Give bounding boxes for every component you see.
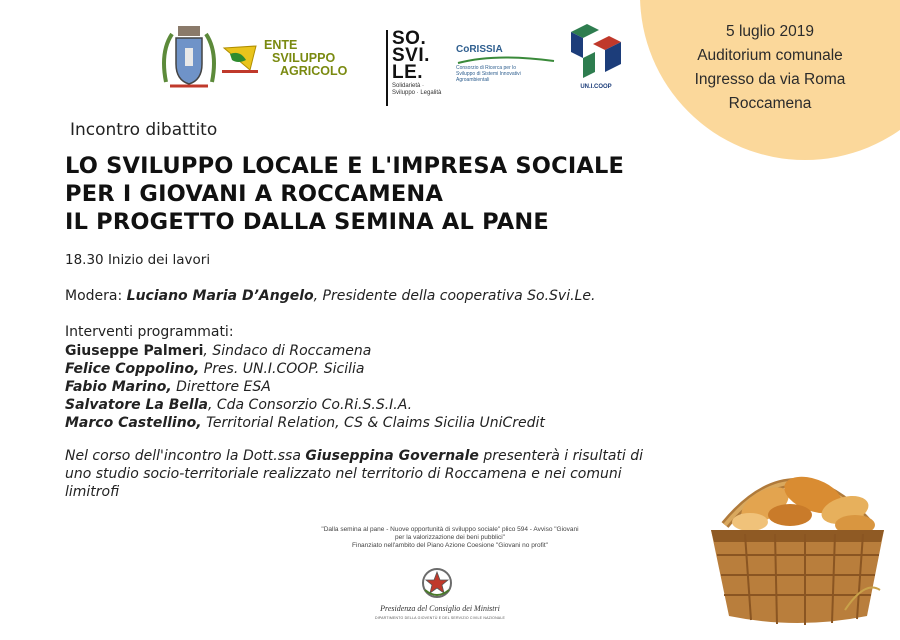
event-town: Roccamena xyxy=(728,95,812,112)
sosvile-word: SO. SVI. LE. xyxy=(392,28,430,83)
sosvile-logo xyxy=(386,30,454,106)
closing-paragraph xyxy=(65,447,665,501)
speaker-role: Territorial Relation, CS & Claims Sicilia UniCredit xyxy=(201,415,545,431)
corissia-name: CoRISSIA xyxy=(456,44,503,55)
speaker-role: , Sindaco di Roccamena xyxy=(203,343,372,359)
closing-prefix: Nel corso dell'incontro la Dott.ssa xyxy=(65,448,306,464)
speaker-name: Fabio Marino, xyxy=(65,379,172,395)
speaker-name: Felice Coppolino, xyxy=(65,361,200,377)
speaker-row xyxy=(65,360,545,378)
closing-suffix: presenterà i risultati di uno studio socio-territoriale realizzato nel territorio di Roccamena e nei comuni limitrofi xyxy=(65,448,644,500)
speaker-name: Giuseppe Palmeri xyxy=(65,343,204,359)
government-name: Presidenza del Consiglio dei Ministri xyxy=(380,604,500,613)
credits-line-2: per la valorizzazione dei beni pubblici" xyxy=(395,534,505,541)
start-time: 18.30 Inizio dei lavori xyxy=(65,252,211,268)
event-info xyxy=(655,20,885,116)
corissia-swoosh-icon xyxy=(456,55,556,65)
headline-line-1: LO SVILUPPO LOCALE E L'IMPRESA SOCIALE xyxy=(65,153,625,179)
sosvile-tagline: Solidarietà · Sviluppo · Legalità xyxy=(392,83,442,96)
speaker-row xyxy=(65,378,545,396)
event-venue: Auditorium comunale xyxy=(697,47,843,64)
moderator-name: Luciano Maria D’Angelo xyxy=(126,288,314,304)
speaker-role: Direttore ESA xyxy=(171,379,271,395)
esa-logo xyxy=(220,38,380,78)
speaker-name: Marco Castellino, xyxy=(65,415,202,431)
moderator-role: , Presidente della cooperativa So.Svi.Le. xyxy=(313,288,596,304)
moderator xyxy=(65,288,595,304)
corissia-logo xyxy=(456,44,564,96)
event-date: 5 luglio 2019 xyxy=(726,23,814,40)
headline-line-3: IL PROGETTO DALLA SEMINA AL PANE xyxy=(65,209,549,235)
speaker-role: Pres. UN.I.COOP. Sicilia xyxy=(199,361,365,377)
speakers-list xyxy=(65,342,545,432)
unicoop-logo xyxy=(565,22,627,90)
speaker-role: , Cda Consorzio Co.Ri.S.S.I.A. xyxy=(207,397,413,413)
speaker-row xyxy=(65,396,545,414)
headline xyxy=(65,152,624,236)
government-department: DIPARTIMENTO DELLA GIOVENTÙ E DEL SERVIZIO CIVILE NAZIONALE xyxy=(374,616,506,620)
cube-logo-icon xyxy=(565,22,627,80)
unicoop-label: UN.I.COOP xyxy=(580,84,612,90)
speaker-row xyxy=(65,342,545,360)
funding-credits xyxy=(230,526,670,550)
speaker-row xyxy=(65,414,545,432)
speaker-name: Salvatore La Bella xyxy=(65,397,208,413)
speakers-heading: Interventi programmati: xyxy=(65,324,234,340)
esa-line2: SVILUPPO xyxy=(272,50,336,65)
coat-of-arms-icon xyxy=(158,22,220,94)
esa-line1: ENTE xyxy=(264,37,298,52)
event-type: Incontro dibattito xyxy=(70,120,218,140)
bread-basket-icon xyxy=(695,430,900,636)
credits-line-1: "Dalla semina al pane - Nuove opportunità di sviluppo sociale" plico 594 - Avviso "Giovani xyxy=(321,526,579,533)
corissia-tagline: Consorzio di Ricerca per lo Sviluppo di Sistemi Innovativi Agroambientali xyxy=(456,65,521,83)
event-entrance: Ingresso da via Roma xyxy=(694,71,846,88)
closing-name: Giuseppina Governale xyxy=(305,448,479,464)
sicily-map-icon xyxy=(220,40,260,76)
esa-line3: AGRICOLO xyxy=(280,63,348,78)
moderator-label: Modera: xyxy=(65,288,127,304)
credits-line-3: Finanziato nell'ambito del Piano Azione Coesione "Giovani no profit" xyxy=(352,542,548,549)
headline-line-2: PER I GIOVANI A ROCCAMENA xyxy=(65,181,444,207)
italian-emblem-icon xyxy=(420,566,454,600)
